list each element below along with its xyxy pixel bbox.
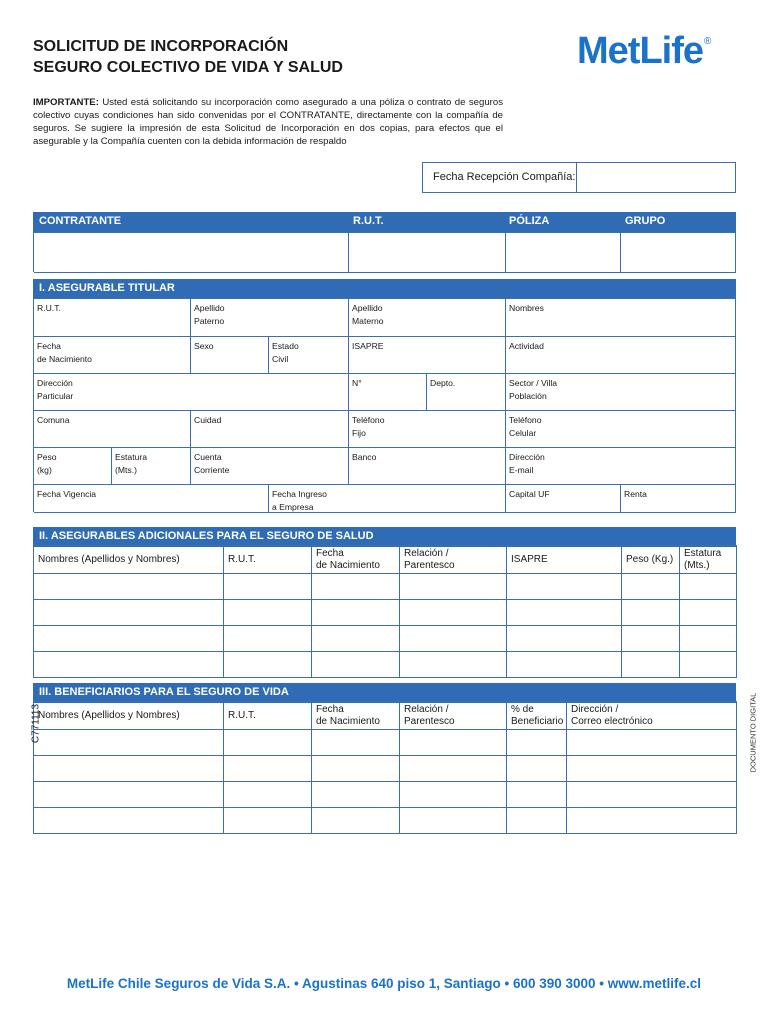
col-porcentaje: % de Beneficiario <box>507 702 567 730</box>
asegurables-adicionales-table <box>33 545 737 678</box>
table-cell[interactable] <box>507 730 567 756</box>
table-cell[interactable] <box>680 626 737 652</box>
col-fecha-nacimiento: Fecha de Nacimiento <box>312 702 400 730</box>
table-cell[interactable] <box>34 574 224 600</box>
table-cell[interactable] <box>507 808 567 834</box>
table-cell[interactable] <box>34 782 224 808</box>
comuna-field[interactable]: Comuna <box>34 411 191 448</box>
footer-contact: MetLife Chile Seguros de Vida S.A. • Agustinas 640 piso 1, Santiago • 600 390 3000 • www.metlife.cl <box>66 976 702 991</box>
table-cell[interactable] <box>224 626 312 652</box>
col-nombres: Nombres (Apellidos y Nombres) <box>34 702 224 730</box>
table-row <box>34 730 737 756</box>
table-cell[interactable] <box>34 652 224 678</box>
intro-text: Usted está solicitando su incorporación como asegurado a una póliza o contrato de seguros colectivo cuyas condiciones han sido convenidas por el CONTRATANTE, directamente con la compañía de seguros. Se sugiere la impresión de esta Solicitud de Incorporación en dos copias, para efectos que el asegurable y la Compañía cuenten con la debida información de respaldo <box>33 97 503 147</box>
contratante-header: CONTRATANTE <box>39 215 122 227</box>
sexo-field[interactable]: Sexo <box>191 337 269 374</box>
table-cell[interactable] <box>507 652 622 678</box>
form-title <box>33 36 343 78</box>
col-rut: R.U.T. <box>224 546 312 574</box>
apellido-paterno-field[interactable]: Apellido Paterno <box>191 299 349 337</box>
table-cell[interactable] <box>312 730 400 756</box>
table-cell[interactable] <box>34 730 224 756</box>
table-cell[interactable] <box>507 756 567 782</box>
table-cell[interactable] <box>507 626 622 652</box>
table-cell[interactable] <box>312 574 400 600</box>
table-cell[interactable] <box>34 808 224 834</box>
table-cell[interactable] <box>622 574 680 600</box>
poliza-header: PÓLIZA <box>509 215 550 227</box>
estado-civil-field[interactable]: Estado Civil <box>269 337 349 374</box>
apellido-materno-field[interactable]: Apellido Materno <box>349 299 506 337</box>
banco-field[interactable]: Banco <box>349 448 506 485</box>
numero-field[interactable]: N° <box>349 374 427 411</box>
table-row <box>34 626 737 652</box>
asegurable-titular-grid <box>33 298 736 512</box>
cuenta-corriente-field[interactable]: Cuenta Corriente <box>191 448 349 485</box>
intro-lead: IMPORTANTE: <box>33 97 99 108</box>
table-cell[interactable] <box>400 808 507 834</box>
actividad-field[interactable]: Actividad <box>506 337 736 374</box>
table-cell[interactable] <box>567 808 737 834</box>
table-row <box>34 808 737 834</box>
table-cell[interactable] <box>224 730 312 756</box>
documento-digital-label: DOCUMENTO DIGITAL <box>748 692 758 773</box>
table-row <box>34 600 737 626</box>
peso-field[interactable]: Peso (kg) <box>34 448 112 485</box>
telefono-celular-field[interactable]: Teléfono Celular <box>506 411 736 448</box>
fecha-recepcion-field[interactable] <box>577 163 735 192</box>
col-rut: R.U.T. <box>224 702 312 730</box>
contratante-rut-field[interactable] <box>349 233 506 273</box>
fecha-vigencia-field[interactable]: Fecha Vigencia <box>34 485 269 513</box>
table-cell[interactable] <box>312 782 400 808</box>
col-peso: Peso (Kg.) <box>622 546 680 574</box>
table-cell[interactable] <box>507 574 622 600</box>
table-cell[interactable] <box>224 782 312 808</box>
table-cell[interactable] <box>622 600 680 626</box>
table-cell[interactable] <box>567 756 737 782</box>
table-cell[interactable] <box>224 652 312 678</box>
table-header-row <box>34 546 737 574</box>
table-cell[interactable] <box>34 626 224 652</box>
intro-paragraph <box>33 96 503 148</box>
table-cell[interactable] <box>507 782 567 808</box>
col-estatura: Estatura (Mts.) <box>680 546 737 574</box>
table-cell[interactable] <box>400 782 507 808</box>
col-relacion: Relación / Parentesco <box>400 702 507 730</box>
table-cell[interactable] <box>400 652 507 678</box>
col-direccion: Dirección / Correo electrónico <box>567 702 737 730</box>
table-cell[interactable] <box>224 600 312 626</box>
email-field[interactable]: Dirección E-mail <box>506 448 736 485</box>
fecha-ingreso-field[interactable]: Fecha Ingreso a Empresa <box>269 485 506 513</box>
table-row <box>34 782 737 808</box>
registered-mark: ® <box>704 36 711 47</box>
nombres-field[interactable]: Nombres <box>506 299 736 337</box>
section3-band <box>33 683 736 703</box>
table-cell[interactable] <box>567 730 737 756</box>
table-row <box>34 756 737 782</box>
section1-band <box>33 279 736 299</box>
section3-title: III. BENEFICIARIOS PARA EL SEGURO DE VIDA <box>39 686 289 698</box>
table-cell[interactable] <box>680 652 737 678</box>
fecha-nacimiento-field[interactable]: Fecha de Nacimiento <box>34 337 191 374</box>
cuidad-field[interactable]: Cuidad <box>191 411 349 448</box>
table-cell[interactable] <box>312 652 400 678</box>
table-cell[interactable] <box>680 600 737 626</box>
rut-header: R.U.T. <box>353 215 384 227</box>
table-cell[interactable] <box>312 808 400 834</box>
table-cell[interactable] <box>507 600 622 626</box>
renta-field[interactable]: Renta <box>621 485 736 513</box>
table-cell[interactable] <box>224 574 312 600</box>
metlife-logo: MetLife® <box>577 30 711 72</box>
table-cell[interactable] <box>312 626 400 652</box>
section1-title: I. ASEGURABLE TITULAR <box>39 282 175 294</box>
col-relacion: Relación / Parentesco <box>400 546 507 574</box>
capital-uf-field[interactable]: Capital UF <box>506 485 621 513</box>
section2-title: II. ASEGURABLES ADICIONALES PARA EL SEGURO DE SALUD <box>39 530 374 542</box>
table-header-row <box>34 702 737 730</box>
table-cell[interactable] <box>224 808 312 834</box>
table-row <box>34 652 737 678</box>
table-cell[interactable] <box>400 626 507 652</box>
table-cell[interactable] <box>400 574 507 600</box>
grupo-field[interactable] <box>621 233 736 273</box>
contratante-field[interactable] <box>34 233 349 273</box>
table-cell[interactable] <box>34 600 224 626</box>
table-cell[interactable] <box>622 626 680 652</box>
beneficiarios-table <box>33 701 737 834</box>
title-line-1: SOLICITUD DE INCORPORACIÓN <box>33 38 289 55</box>
col-fecha-nacimiento: Fecha de Nacimiento <box>312 546 400 574</box>
table-cell[interactable] <box>567 782 737 808</box>
telefono-fijo-field[interactable]: Teléfono Fijo <box>349 411 506 448</box>
table-cell[interactable] <box>312 600 400 626</box>
table-cell[interactable] <box>34 756 224 782</box>
table-cell[interactable] <box>400 756 507 782</box>
col-nombres: Nombres (Apellidos y Nombres) <box>34 546 224 574</box>
estatura-field[interactable]: Estatura (Mts.) <box>112 448 191 485</box>
contratante-grid <box>33 232 736 272</box>
depto-field[interactable]: Depto. <box>427 374 506 411</box>
fecha-recepcion-box <box>422 162 736 193</box>
grupo-header: GRUPO <box>625 215 666 227</box>
table-cell[interactable] <box>312 756 400 782</box>
table-row <box>34 574 737 600</box>
table-cell[interactable] <box>622 652 680 678</box>
rut-field[interactable]: R.U.T. <box>34 299 191 337</box>
contratante-band <box>33 212 736 232</box>
table-cell[interactable] <box>400 730 507 756</box>
title-line-2: SEGURO COLECTIVO DE VIDA Y SALUD <box>33 59 343 76</box>
col-isapre: ISAPRE <box>507 546 622 574</box>
fecha-recepcion-label: Fecha Recepción Compañía: <box>423 163 577 192</box>
section2-band <box>33 527 736 547</box>
direccion-field[interactable]: Dirección Particular <box>34 374 349 411</box>
poliza-field[interactable] <box>506 233 621 273</box>
isapre-field[interactable]: ISAPRE <box>349 337 506 374</box>
table-cell[interactable] <box>680 574 737 600</box>
sector-field[interactable]: Sector / Villa Población <box>506 374 736 411</box>
table-cell[interactable] <box>400 600 507 626</box>
table-cell[interactable] <box>224 756 312 782</box>
form-code: C771113 <box>30 703 42 744</box>
